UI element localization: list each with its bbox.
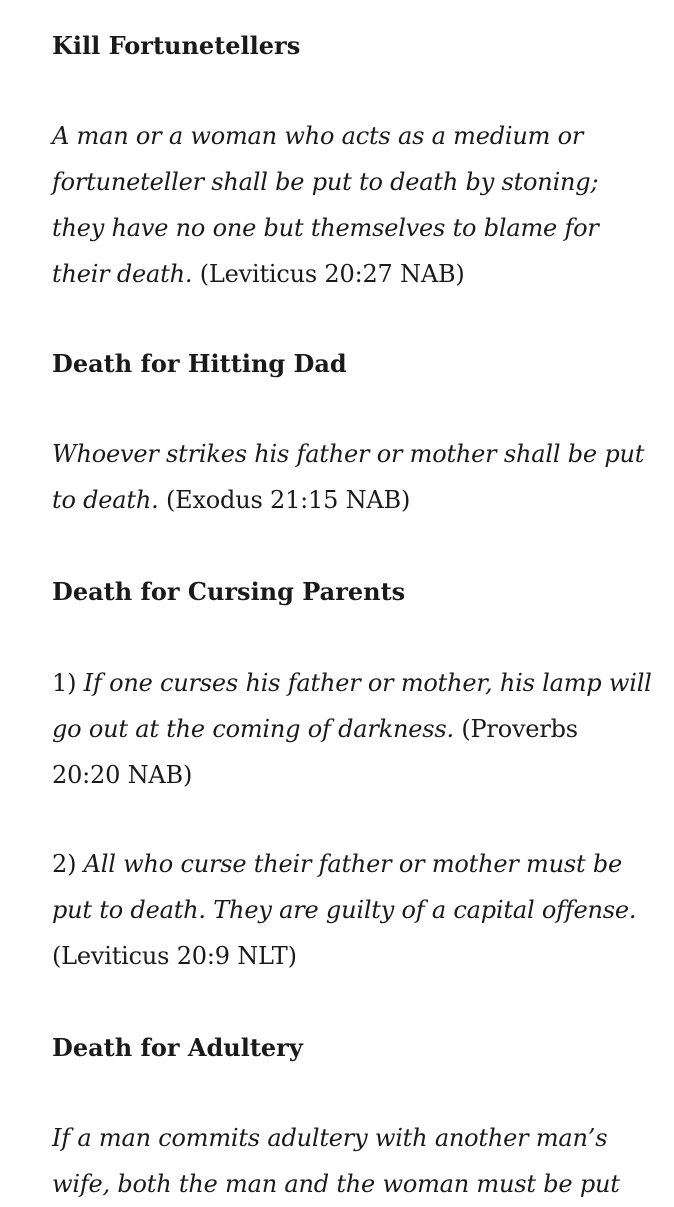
verse-text: If a man commits adultery with another man’s wife, both the man and the woman must be put (52, 1124, 620, 1198)
list-number: 2) (52, 850, 84, 878)
verse-text: If one curses his father or mother, his lamp will go out at the coming of darkness. (52, 669, 652, 743)
verse-text: All who curse their father or mother must be put to death. They are guilty of a capital offense. (52, 850, 637, 924)
verse-reference: (Exodus 21:15 NAB) (158, 486, 411, 514)
verse-paragraph (52, 113, 652, 297)
verse-paragraph (52, 431, 652, 523)
list-number: 1) (52, 669, 84, 697)
verse-reference: (Leviticus 20:9 NLT) (52, 942, 297, 970)
verse-paragraph (52, 660, 652, 798)
section-heading-adultery: Death for Adultery (52, 1033, 303, 1062)
verse-paragraph (52, 1115, 652, 1207)
section-heading-cursing-parents: Death for Cursing Parents (52, 577, 406, 606)
verse-text: Whoever strikes his father or mother shall be put to death. (52, 440, 645, 514)
verse-paragraph (52, 841, 652, 979)
verse-reference: (Leviticus 20:27 NAB) (192, 260, 465, 288)
section-heading-fortunetellers: Kill Fortunetellers (52, 31, 301, 60)
verse-text: A man or a woman who acts as a medium or fortuneteller shall be put to death by stoning; they have no one but themselves to blame for their death. (52, 122, 599, 288)
section-heading-hitting-dad: Death for Hitting Dad (52, 349, 347, 378)
verse-reference: (Proverbs 20:20 NAB) (52, 715, 578, 789)
